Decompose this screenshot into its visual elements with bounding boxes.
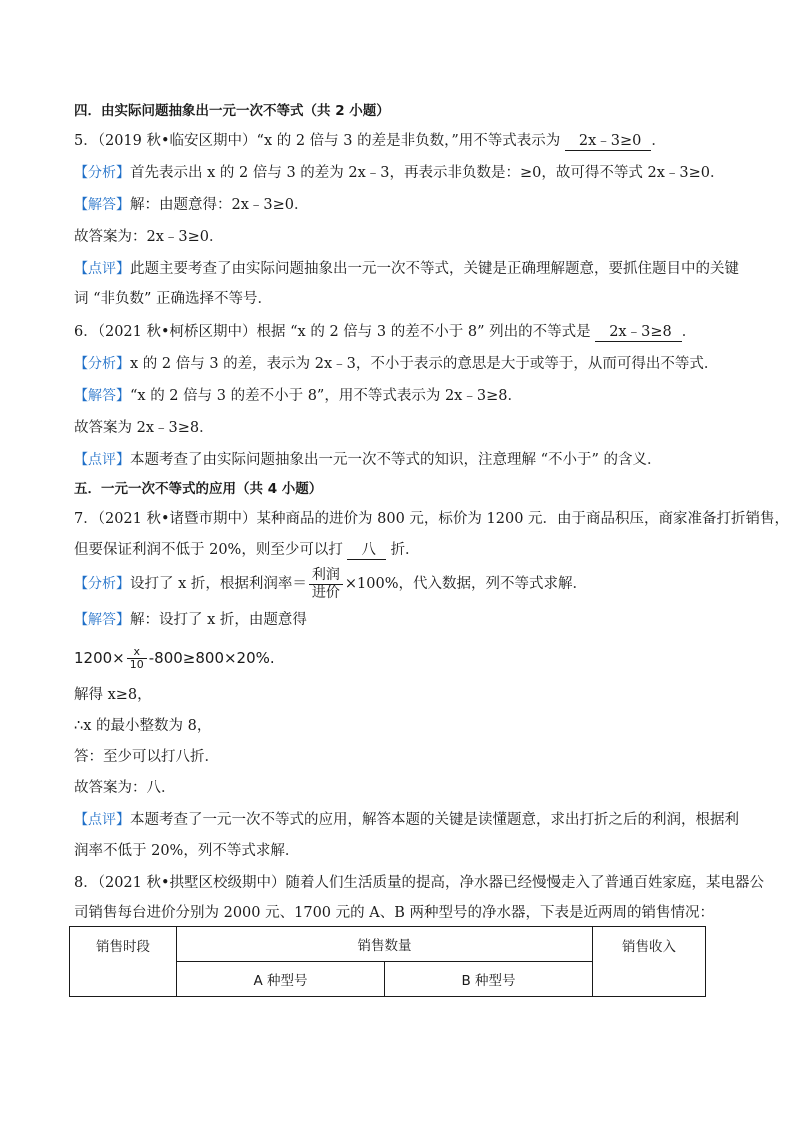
q6-solution-text: “x 的 2 倍与 3 的差不小于 8”，用不等式表示为 2x﹣3≥8．: [130, 388, 522, 404]
table-header-row: [70, 927, 706, 962]
q6-analysis-text: x 的 2 倍与 3 的差，表示为 2x﹣3，不小于表示的意思是大于或等于，从而可得出不等式．: [130, 356, 719, 372]
q7-conclusion: 故答案为：八．: [74, 780, 176, 796]
solution-tag: 【解答】: [74, 388, 130, 404]
q5-solution-text: 解：由题意得：2x﹣3≥0．: [130, 197, 309, 213]
header-type-a: A 种型号: [177, 962, 385, 997]
q7-stem-end: 折．: [390, 542, 420, 558]
profit-rate-fraction: [309, 567, 343, 602]
q7-stem: 7．（2021 秋•诸暨市期中）某种商品的进价为 800 元，标价为 1200 元．由于商品积压，商家准备打折销售，: [74, 511, 790, 527]
solution-tag: 【解答】: [74, 197, 130, 213]
q7-stem-cont: [74, 540, 734, 560]
fraction-numerator: x: [127, 646, 147, 659]
q7-comment-cont: 润率不低于 20%，列不等式求解．: [74, 843, 300, 859]
inequality-right: -800≥800×20%.: [148, 649, 275, 667]
q7-solution-text: 解：设打了 x 折，由题意得: [130, 612, 307, 628]
analysis-tag: 【分析】: [74, 356, 130, 372]
q5-stem: [74, 131, 734, 151]
q7-step-3: 答：至少可以打八折．: [74, 749, 219, 765]
q7-solution: [74, 610, 734, 630]
q6-analysis: [74, 354, 734, 374]
comment-tag: 【点评】: [74, 452, 130, 468]
q7-step-2: ∴x 的最小整数为 8，: [74, 718, 212, 734]
q5-stem-text: 5．（2019 秋•临安区期中）“x 的 2 倍与 3 的差是非负数，”用不等式表示为: [74, 133, 561, 149]
x-over-10-fraction: [127, 646, 147, 671]
q6-comment-text: 本题考查了由实际问题抽象出一元一次不等式的知识，注意理解 “不小于” 的含义．: [130, 452, 662, 468]
q7-stem-text: 但要保证利润不低于 20%，则至少可以打: [74, 542, 343, 558]
q7-answer-blank: 八: [347, 542, 386, 560]
q5-answer-blank: 2x﹣3≥0: [565, 133, 652, 151]
q7-analysis: [74, 566, 734, 602]
q5-conclusion: 故答案为：2x﹣3≥0．: [74, 229, 224, 245]
q7-inequality: [74, 642, 275, 674]
q6-stem-text: 6．（2021 秋•柯桥区期中）根据 “x 的 2 倍与 3 的差不小于 8” 列出的不等式是: [74, 324, 591, 340]
header-revenue: 销售收入: [593, 927, 706, 997]
section-5-title: 五．一元一次不等式的应用（共 4 小题）: [74, 481, 323, 497]
q5-analysis-text: 首先表示出 x 的 2 倍与 3 的差为 2x﹣3，再表示非负数是：≥0，故可得不等式 2x﹣3≥0．: [130, 165, 725, 181]
inequality-left: 1200×: [74, 649, 125, 667]
q5-comment: [74, 259, 739, 279]
q5-comment-text: 此题主要考查了由实际问题抽象出一元一次不等式，关键是正确理解题意，要抓住题目中的关键: [130, 261, 739, 277]
q6-answer-blank: 2x﹣3≥8: [595, 324, 682, 342]
q6-conclusion: 故答案为 2x﹣3≥8．: [74, 420, 214, 436]
q8-stem-cont: 司销售每台进价分别为 2000 元、1700 元的 A、B 两种型号的净水器，下表是近两周的销售情况：: [74, 905, 714, 921]
fraction-denominator: 10: [129, 658, 144, 671]
q7-step-1: 解得 x≥8，: [74, 687, 152, 703]
sales-table: [69, 926, 706, 997]
q7-analysis-text-end: ×100%，代入数据，列不等式求解．: [344, 576, 588, 592]
comment-tag: 【点评】: [74, 812, 130, 828]
solution-tag: 【解答】: [74, 612, 130, 628]
fraction-denominator: 进价: [311, 584, 340, 601]
analysis-tag: 【分析】: [74, 165, 130, 181]
q8-stem: 8．（2021 秋•拱墅区校级期中）随着人们生活质量的提高，净水器已经慢慢走入了普通百姓家庭，某电器公: [74, 875, 765, 891]
header-type-b: B 种型号: [385, 962, 593, 997]
q6-solution: [74, 386, 734, 406]
header-quantity: 销售数量: [177, 927, 593, 962]
q5-stem-end: ．: [651, 133, 666, 149]
header-period: 销售时段: [70, 927, 177, 997]
q5-analysis: [74, 163, 734, 183]
q5-solution: [74, 195, 734, 215]
q6-stem: [74, 322, 734, 342]
q5-comment-cont: 词 “非负数” 正确选择不等号．: [74, 291, 273, 307]
q6-comment: [74, 450, 734, 470]
fraction-numerator: 利润: [309, 567, 343, 585]
q7-analysis-text: 设打了 x 折，根据利润率＝: [130, 576, 307, 592]
q7-comment-text: 本题考查了一元一次不等式的应用，解答本题的关键是读懂题意，求出打折之后的利润，根据利: [130, 812, 739, 828]
analysis-tag: 【分析】: [74, 576, 130, 592]
q7-comment: [74, 810, 739, 830]
comment-tag: 【点评】: [74, 261, 130, 277]
section-4-title: 四．由实际问题抽象出一元一次不等式（共 2 小题）: [74, 103, 390, 119]
q6-stem-end: ．: [681, 324, 697, 340]
